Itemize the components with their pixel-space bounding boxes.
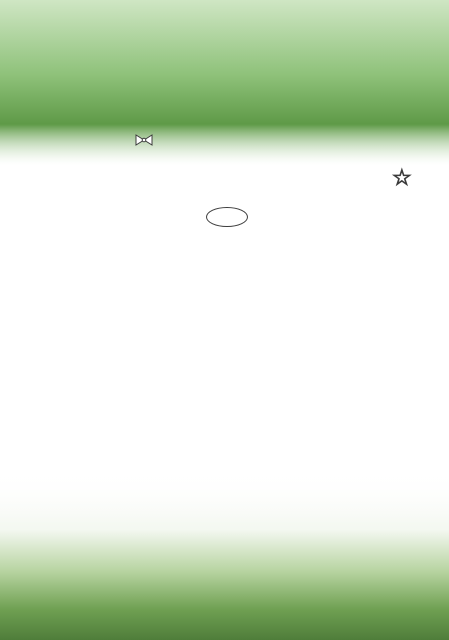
photo-fade (0, 125, 449, 165)
star-icon: ☆ (392, 166, 412, 191)
bow-icon (133, 134, 155, 146)
group-photo-top (0, 0, 449, 165)
class-tag (206, 207, 248, 227)
group-photo-bottom (0, 470, 449, 640)
photo-fade (0, 470, 449, 525)
